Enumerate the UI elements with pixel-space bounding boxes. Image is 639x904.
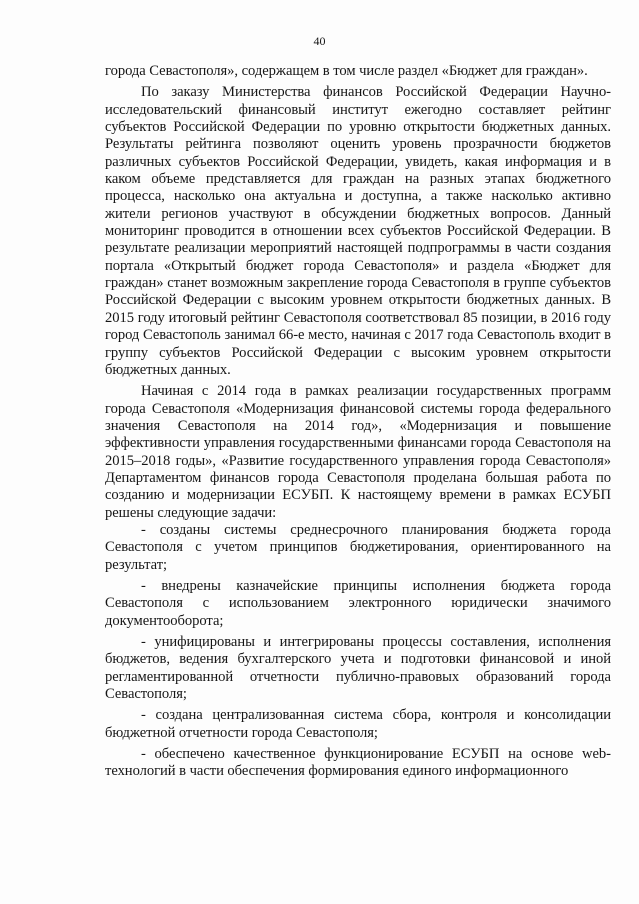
- paragraph-continuation: города Севастополя», содержащем в том числе раздел «Бюджет для граждан».: [105, 63, 588, 79]
- list-item-treasury: - внедрены казначейские принципы исполнения бюджета города Севастополя с использованием электронного юридически значимого документооборота;: [105, 577, 611, 629]
- paragraph-programs: Начиная с 2014 года в рамках реализации государственных программ города Севастополя «Модернизация финансовой системы города федерального значения Севастополя на 2014 год», «Модернизация и повышение эффективности управления государственными финансами города Севастополя на 2015–2018 годы», «Развитие государственного управления города Севастополя» Департаментом финансов города Севастополя проделана большая работа по созданию и модернизации ЕСУБП. К настоящему времени в рамках ЕСУБП решены следующие задачи:: [105, 383, 611, 521]
- list-item-unification: - унифицированы и интегрированы процессы составления, исполнения бюджетов, ведения бухгалтерского учета и подготовки финансовой и иной регламентированной отчетности публично-правовых образований города Севастополя;: [105, 634, 611, 703]
- paragraph-rating: По заказу Министерства финансов Российской Федерации Научно-исследовательский финансовый институт ежегодно составляет рейтинг субъектов Российской Федерации по уровню открытости бюджетных данных. Результаты рейтинга позволяют оценить уровень прозрачности бюджетов различных субъектов Российской Федерации, увидеть, какая информация и в каком объеме представляется для граждан на разных этапах бюджетного процесса, насколько она актуальна и доступна, а также насколько активно жители регионов участвуют в обсуждении бюджетных вопросов. Данный мониторинг проводится в отношении всех субъектов Российской Федерации. В результате реализации мероприятий настоящей подпрограммы в части создания портала «Открытый бюджет города Севастополя» и раздела «Бюджет для граждан» станет возможным закрепление города Севастополя в группе субъектов Российской Федерации с высоким уровнем открытости бюджетных данных. В 2015 году итоговый рейтинг Севастополя соответствовал 85 позиции, в 2016 году город Севастополь занимал 66-е место, начиная с 2017 года Севастополь входит в группу субъектов Российской Федерации с высоким уровнем открытости бюджетных данных.: [105, 84, 611, 378]
- page-number: 40: [313, 34, 326, 48]
- list-item-reporting: - создана централизованная система сбора, контроля и консолидации бюджетной отчетности города Севастополя;: [105, 707, 611, 741]
- list-item-web-technologies: - обеспечено качественное функционирование ЕСУБП на основе web-технологий в части обеспечения формирования единого информационного: [105, 746, 611, 780]
- document-body: [105, 63, 611, 781]
- list-item-planning: - созданы системы среднесрочного планирования бюджета города Севастополя с учетом принципов бюджетирования, ориентированного на результат;: [105, 521, 611, 573]
